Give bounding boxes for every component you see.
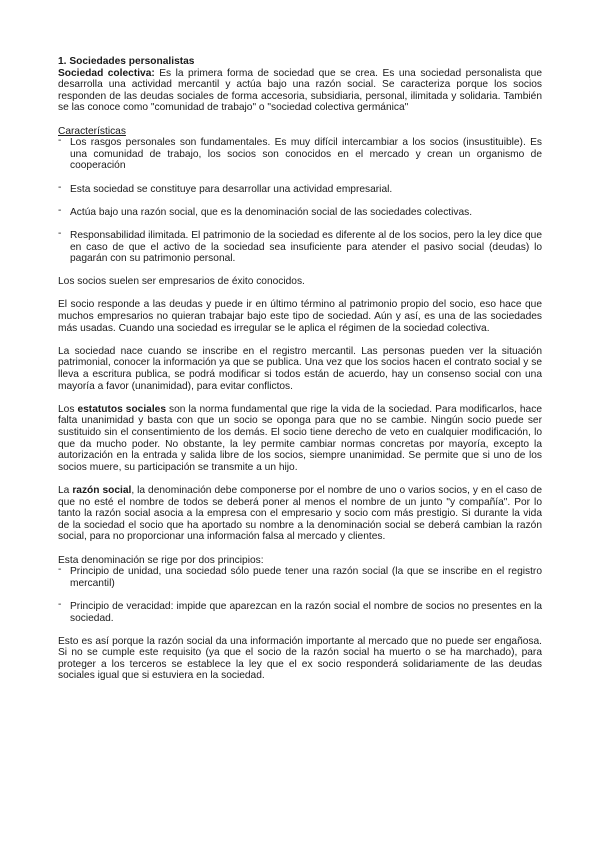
dash-bullet: - <box>58 598 62 610</box>
characteristic-item: - Los rasgos personales son fundamentales. Es muy difícil intercambiar a los socios (insustituible). Es una comunidad de trabajo, los socios son conocidos en el mercado y crean un organismo de cooperación <box>58 135 542 172</box>
characteristic-item: - Actúa bajo una razón social, que es la denominación social de las sociedades colectivas. <box>58 204 473 218</box>
dash-bullet: - <box>58 204 62 216</box>
intro-text: Es la primera forma de sociedad que se crea. Es una sociedad personalista que desarrolla una actividad mercantil y actúa bajo una razón social. Se caracteriza porque los socios responden de las deudas sociales de forma accesoria, subsidiaria, personal, ilimitada y solidaria. También se las conoce como "comunidad de trabajo" o "sociedad colectiva germánica" <box>58 67 542 114</box>
characteristics-title: Características <box>58 125 126 137</box>
intro-paragraph <box>58 68 542 114</box>
paragraph-final: Esto es así porque la razón social da una información importante al mercado que no puede ser engañosa. Si no se cumple este requisito (ya que el socio de la razón social ha muerto o se ha marchado), para proteger a los terceros se establece la ley que el ex socio responderá solidariamente de las deudas sociales igual que si estuviera en la sociedad. <box>58 635 542 682</box>
principles-intro: Esta denominación se rige por dos principios: <box>58 554 264 566</box>
paragraph-razon-social: La razón social, la denominación debe componerse por el nombre de uno o varios socios, y en el caso de que no esté el nombre de todos se deberá poner al menos el nombre de un junto "y compañía". Por lo tanto la razón social asocia a la empresa con el empresario y socio com más prestigio. Si durante la vida de la sociedad el socio que ha aportado su nombre a la denominación social se deberá cambian la razón social, para no proporcionar una información falsa al mercado y clientes. <box>58 484 543 543</box>
characteristic-item: - Responsabilidad ilimitada. El patrimonio de la sociedad es diferente al de los socios, pero la ley dice que en caso de que el activo de la sociedad sea insuficiente para atender el pasivo social (deudas) lo pagarán con su patrimonio personal. <box>58 227 542 265</box>
dash-bullet: - <box>58 181 62 193</box>
document-page <box>58 56 542 682</box>
paragraph-deudas: El socio responde a las deudas y puede ir en último término al patrimonio propio del socio, eso hace que muchos empresarios no quieran trabajar bajo este tipo de sociedad. Aún y así, es una de las sociedades más usadas. Cuando una sociedad es irregular se le aplica el régimen de la sociedad colectiva. <box>58 299 542 334</box>
characteristic-item: - Esta sociedad se constituye para desarrollar una actividad empresarial. <box>58 181 393 195</box>
intro-term: Sociedad colectiva: <box>58 67 155 79</box>
razon-social-term: razón social <box>72 484 132 496</box>
dash-bullet: - <box>58 227 62 239</box>
estatutos-term: estatutos sociales <box>77 403 166 415</box>
paragraph-socios: Los socios suelen ser empresarios de éxito conocidos. <box>58 276 305 288</box>
principle-item: - Principio de veracidad: impide que aparezcan en la razón social el nombre de socios no presentes en la sociedad. <box>58 598 542 624</box>
dash-bullet: - <box>58 564 62 576</box>
dash-bullet: - <box>58 135 62 147</box>
paragraph-nace: La sociedad nace cuando se inscribe en el registro mercantil. Las personas pueden ver la situación patrimonial, conocer la información ya que se publica. Una vez que los socios hacen el contrato social y se lleva a escritura publica, se podrá modificar si todos están de acuerdo, hay un consenso social con una mayoría a favor (unanimidad), para evitar conflictos. <box>58 345 542 392</box>
principle-item: - Principio de unidad, una sociedad sólo puede tener una razón social (la que se inscribe en el registro mercantil) <box>58 564 542 589</box>
paragraph-estatutos: Los estatutos sociales son la norma fundamental que rige la vida de la sociedad. Para modificarlos, hace falta unanimidad y basta con que un socio se oponga para que no se cambie. Ningún socio puede ser sustituido sin el consentimiento de los demás. El socio tiene derecho de veto en cualquier modificación, lo que da mucho poder. No obstante, la ley permite cambiar normas concretas por mayoría, excepto la autorización en la entrada y salida libre de los socios, siempre unanimidad. Se permite que si uno de los socios muere, su participación se transmite a un hijo. <box>58 403 542 473</box>
section-heading: 1. Sociedades personalistas <box>58 56 195 67</box>
